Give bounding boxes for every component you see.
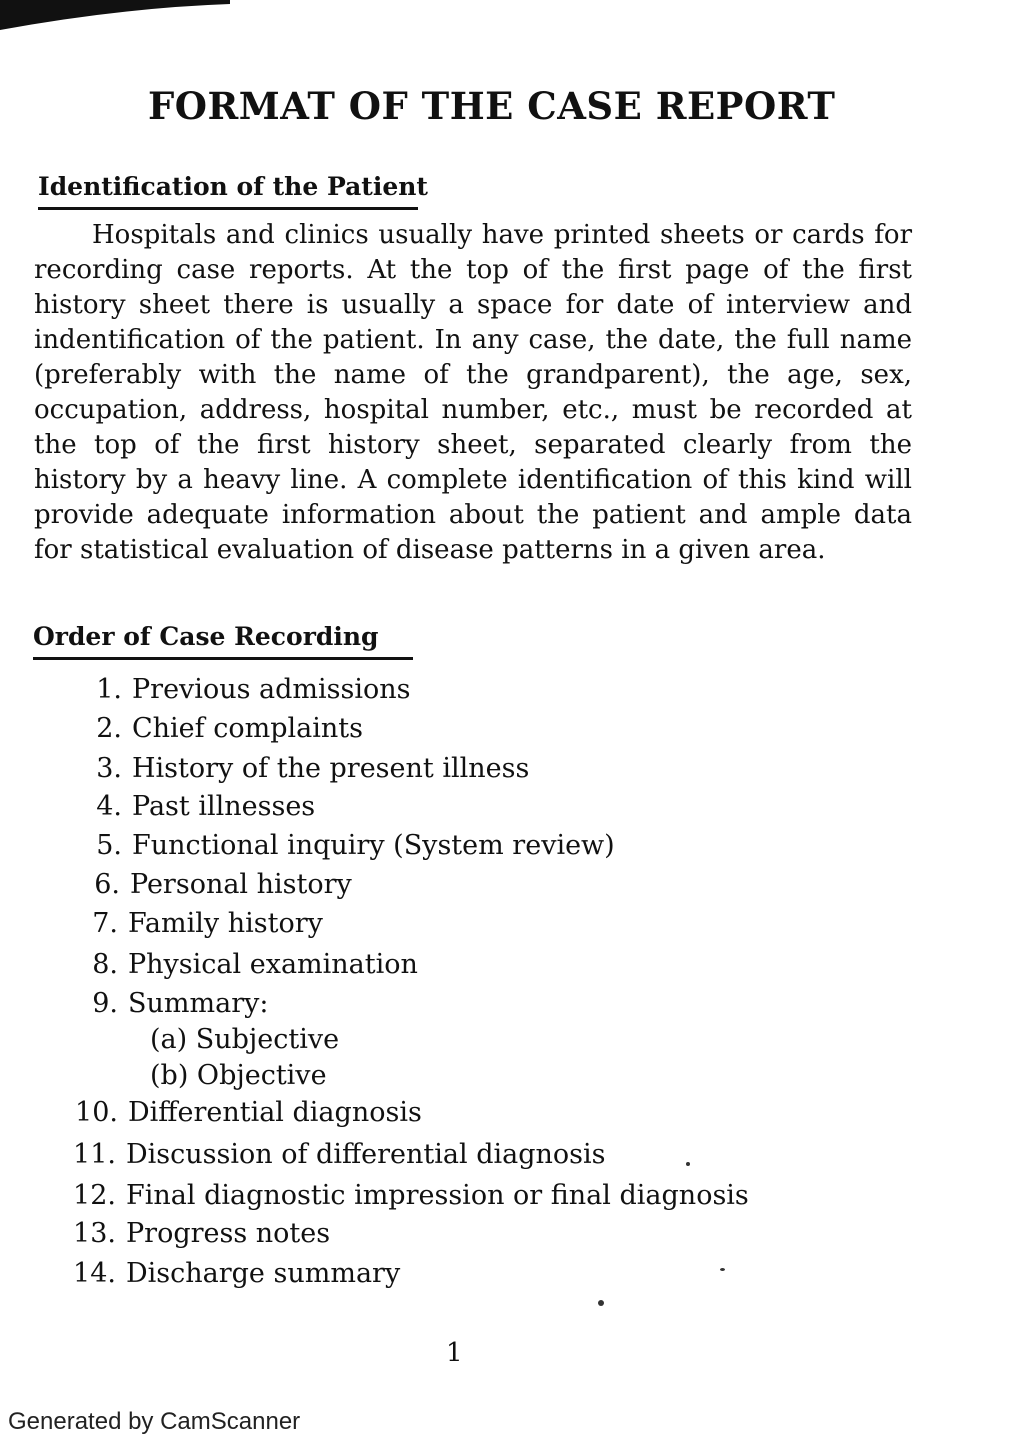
scan-speck bbox=[598, 1300, 604, 1306]
list-item-label: Final diagnostic impression or final diagnosis bbox=[126, 1180, 749, 1211]
list-item-label: Previous admissions bbox=[132, 674, 411, 705]
list-item-label: Discussion of differential diagnosis bbox=[126, 1139, 606, 1170]
list-item-label: Past illnesses bbox=[132, 791, 316, 822]
list-item-number: 6. bbox=[94, 869, 120, 900]
list-item-number: 9. bbox=[92, 988, 118, 1019]
list-item-number: 12. bbox=[73, 1180, 116, 1211]
list-item-label: Personal history bbox=[130, 869, 352, 900]
list-item-label: Discharge summary bbox=[126, 1258, 401, 1289]
page-number: 1 bbox=[446, 1338, 463, 1368]
summary-subitem: (b) Objective bbox=[150, 1060, 327, 1091]
list-item-number: 14. bbox=[73, 1258, 116, 1289]
list-item-number: 5. bbox=[96, 830, 122, 861]
summary-subitem: (a) Subjective bbox=[150, 1024, 340, 1055]
list-item-number: 11. bbox=[73, 1139, 116, 1170]
page-title: FORMAT OF THE CASE REPORT bbox=[148, 84, 836, 128]
list-item-number: 13. bbox=[73, 1218, 116, 1249]
scan-speck bbox=[686, 1162, 690, 1166]
list-item-label: History of the present illness bbox=[132, 753, 530, 784]
list-item-number: 2. bbox=[96, 713, 122, 744]
list-item-label: Differential diagnosis bbox=[128, 1097, 422, 1128]
list-item-number: 7. bbox=[92, 908, 118, 939]
camscanner-footer: Generated by CamScanner bbox=[8, 1408, 301, 1435]
order-heading: Order of Case Recording bbox=[33, 622, 413, 660]
list-item-number: 8. bbox=[92, 949, 118, 980]
list-item-number: 10. bbox=[75, 1097, 118, 1128]
identification-paragraph: Hospitals and clinics usually have printed sheets or cards for recording case reports. At the top of the first page of the first history sheet there is usually a space for date of interview and indentification of the patient. In any case, the date, the full name (preferably with the name of the grandparent), the age, sex, occupation, address, hospital number, etc., must be recorded at the top of the first history sheet, separated clearly from the history by a heavy line. A complete identification of this kind will provide adequate information about the patient and ample data for statistical evaluation of disease patterns in a given area. bbox=[34, 220, 912, 565]
list-item-label: Physical examination bbox=[128, 949, 418, 980]
list-item-label: Family history bbox=[128, 908, 323, 939]
list-item-label: Functional inquiry (System review) bbox=[132, 830, 615, 861]
scan-speck bbox=[720, 1268, 725, 1271]
scan-edge-mark bbox=[0, 0, 230, 40]
list-item-number: 3. bbox=[96, 753, 122, 784]
list-item-label: Summary: bbox=[128, 988, 269, 1019]
identification-heading: Identification of the Patient bbox=[38, 172, 418, 210]
list-item-label: Chief complaints bbox=[132, 713, 363, 744]
list-item-number: 4. bbox=[96, 791, 122, 822]
list-item-label: Progress notes bbox=[126, 1218, 331, 1249]
list-item-number: 1. bbox=[96, 674, 122, 705]
